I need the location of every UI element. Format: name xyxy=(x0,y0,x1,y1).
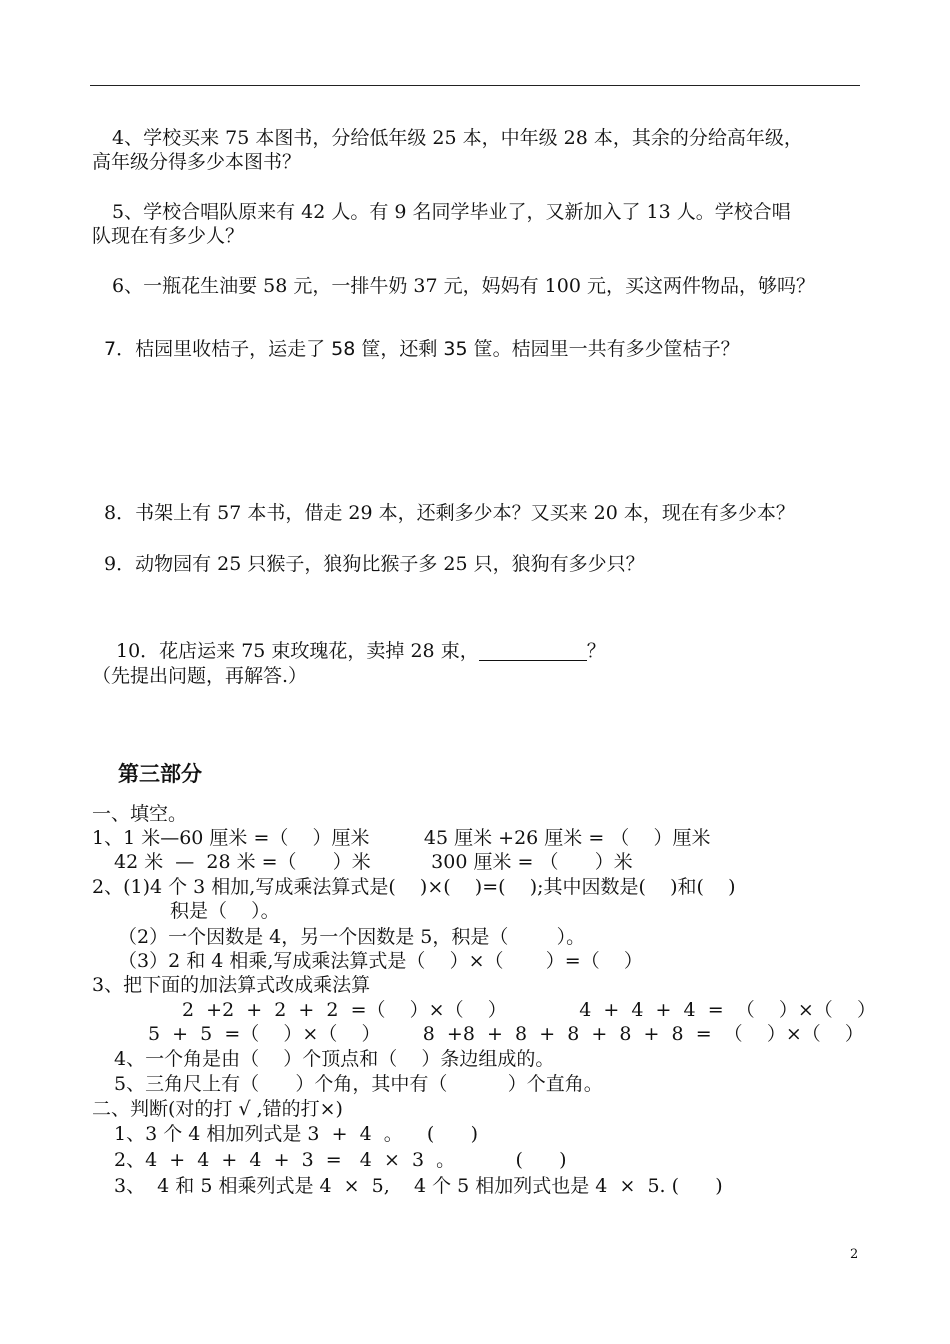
judge-line-3: 3、 4 和 5 相乘列式是 4 × 5, 4 个 5 相加列式也是 4 × 5. ( ) xyxy=(114,1175,723,1197)
problem-4-line-1: 4、学校买来 75 本图书，分给低年级 25 本，中年级 28 本，其余的分给高年级， xyxy=(112,127,803,149)
header-rule xyxy=(90,85,860,86)
fill-line-1: 1、1 米—60 厘米 =（ ）厘米 45 厘米 +26 厘米 = （ ）厘米 xyxy=(92,827,711,849)
problem-4-line-2: 高年级分得多少本图书？ xyxy=(92,151,302,173)
problem-7: 7．桔园里收桔子，运走了 58 筐，还剩 35 筐。桔园里一共有多少筐桔子？ xyxy=(104,338,740,360)
fill-line-7: 3、把下面的加法算式改成乘法算 xyxy=(92,974,371,996)
fill-line-10: 4、一个角是由（ ）个顶点和（ ）条边组成的。 xyxy=(114,1048,555,1070)
fill-blank-title: 一、填空。 xyxy=(92,803,188,825)
fill-line-4: 积是（ ）。 xyxy=(170,900,280,922)
problem-10-question-mark: ？ xyxy=(586,640,606,662)
problem-10-text: 10．花店运来 75 束玫瑰花，卖掉 28 束， xyxy=(116,640,479,662)
fill-line-11: 5、三角尺上有（ ）个角，其中有（ ）个直角。 xyxy=(114,1073,603,1095)
problem-5-line-1: 5、学校合唱队原来有 42 人。有 9 名同学毕业了，又新加入了 13 人。学校合唱 xyxy=(112,201,791,223)
fill-line-9: 5 + 5 =（ ）×（ ） 8 +8 + 8 + 8 + 8 + 8 = （ ）×（ ） xyxy=(148,1023,864,1045)
problem-10-note: （先提出问题，再解答.） xyxy=(92,665,308,687)
fill-line-2: 42 米 — 28 米 =（ ）米 300 厘米 = （ ）米 xyxy=(114,851,633,873)
fill-line-5: （2）一个因数是 4，另一个因数是 5，积是（ ）。 xyxy=(118,926,586,948)
judge-title: 二、判断(对的打 √ ,错的打×) xyxy=(92,1098,343,1120)
answer-blank[interactable] xyxy=(479,640,587,661)
page-number: 2 xyxy=(850,1247,859,1262)
judge-line-1: 1、3 个 4 相加列式是 3 + 4 。 ( ) xyxy=(114,1123,478,1145)
section-3-title: 第三部分 xyxy=(118,762,202,786)
problem-9: 9．动物园有 25 只猴子，狼狗比猴子多 25 只，狼狗有多少只？ xyxy=(104,553,645,575)
problem-6: 6、一瓶花生油要 58 元，一排牛奶 37 元，妈妈有 100 元，买这两件物品，够吗？ xyxy=(112,275,815,297)
problem-8: 8．书架上有 57 本书，借走 29 本，还剩多少本？又买来 20 本，现在有多少本？ xyxy=(104,502,795,524)
fill-line-6: （3）2 和 4 相乘,写成乘法算式是（ ）×（ ）=（ ） xyxy=(118,950,643,972)
problem-10 xyxy=(116,639,606,663)
problem-5-line-2: 队现在有多少人？ xyxy=(92,225,245,247)
judge-line-2: 2、4 + 4 + 4 + 3 = 4 × 3 。 ( ) xyxy=(114,1149,567,1171)
fill-line-8: 2 +2 + 2 + 2 =（ ）×（ ） 4 + 4 + 4 = （ ）×（ ） xyxy=(182,999,876,1021)
fill-line-3: 2、(1)4 个 3 相加,写成乘法算式是( )×( )=( );其中因数是( )和( ) xyxy=(92,876,736,898)
